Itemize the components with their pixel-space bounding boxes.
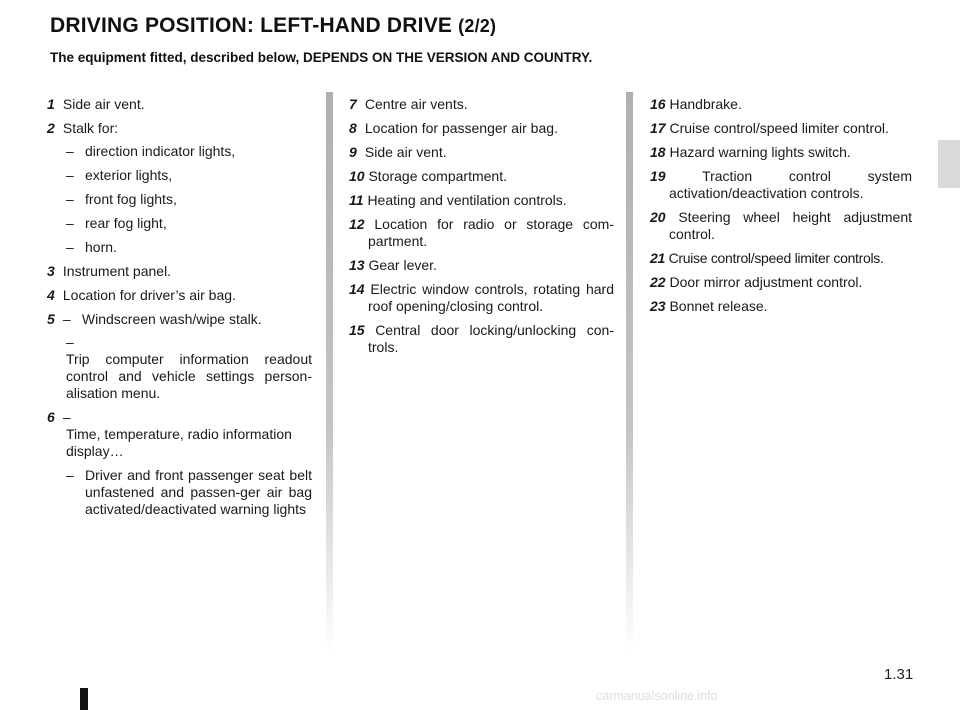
item-text: Stalk for:: [62, 120, 119, 136]
column-3: [650, 96, 912, 322]
list-item: [349, 96, 614, 113]
list-item: [349, 120, 614, 137]
list-item: [650, 298, 912, 315]
item-number: 17: [650, 120, 666, 136]
item-text: Bonnet release.: [669, 298, 768, 314]
sub-item: [47, 167, 312, 184]
item-text: Heating and ventilation controls.: [367, 192, 567, 208]
dash: –: [62, 311, 71, 327]
item-text: Trip computer information readout control and vehicle settings person-alisation menu.: [66, 351, 312, 401]
list-item: [47, 311, 312, 328]
item-number: 22: [650, 274, 666, 290]
section-tab-marker: [938, 140, 960, 188]
dash: –: [66, 191, 74, 207]
item-text: Steering wheel height adjustment control.: [669, 209, 912, 242]
item-text: Electric window controls, rotating hard roof opening/closing control.: [368, 281, 614, 314]
item-number: 5: [47, 311, 55, 327]
item-number: 13: [349, 257, 365, 273]
item-text: Storage compartment.: [368, 168, 507, 184]
list-item: [47, 287, 312, 304]
list-item: [650, 144, 912, 161]
corner-mark: [80, 688, 88, 710]
dash: –: [66, 167, 74, 183]
item-text: Side air vent.: [364, 144, 447, 160]
item-number: 15: [349, 322, 365, 338]
sub-item: [47, 467, 312, 518]
sub-item-text: horn.: [85, 239, 117, 255]
list-item: [349, 144, 614, 161]
sub-item: [47, 239, 312, 256]
watermark: carmanualsonline.info: [596, 689, 718, 703]
column-divider: [326, 92, 333, 652]
list-item: [650, 168, 912, 202]
sub-item-text: front fog lights,: [85, 191, 177, 207]
dash: –: [66, 215, 74, 231]
sub-item-text: exterior lights,: [85, 167, 173, 183]
item-text: Gear lever.: [368, 257, 437, 273]
column-1: [47, 96, 312, 525]
item-text: Side air vent.: [62, 96, 145, 112]
list-item: [650, 209, 912, 243]
page-title-text: DRIVING POSITION: LEFT-HAND DRIVE: [50, 14, 453, 37]
sub-item: [47, 191, 312, 208]
item-text: Traction control system activation/deactivation controls.: [669, 168, 912, 201]
list-item: [650, 250, 912, 267]
item-text: Hazard warning lights switch.: [669, 144, 851, 160]
list-item: [349, 281, 614, 315]
item-number: 19: [650, 168, 666, 184]
list-item: [650, 96, 912, 113]
list-item: [650, 120, 912, 137]
item-number: 11: [349, 192, 364, 208]
item-text: Windscreen wash/wipe stalk.: [81, 311, 262, 327]
sub-item-text: rear fog light,: [85, 215, 167, 231]
item-number: 2: [47, 120, 55, 136]
list-item: [47, 120, 312, 137]
list-item: [349, 192, 614, 209]
item-number: 12: [349, 216, 365, 232]
item-number: 21: [650, 250, 665, 266]
item-text: Location for radio or storage com-partment.: [368, 216, 614, 249]
item-number: 14: [349, 281, 365, 297]
item-number: 9: [349, 144, 357, 160]
list-item: [349, 257, 614, 274]
item-text: Centre air vents.: [364, 96, 468, 112]
list-item: [349, 168, 614, 185]
item-number: 7: [349, 96, 357, 112]
sub-item: [47, 143, 312, 160]
item-number: 16: [650, 96, 666, 112]
sub-item: [47, 215, 312, 232]
sub-item-text: direction indicator lights,: [85, 143, 236, 159]
dash: –: [66, 143, 74, 159]
item-number: 3: [47, 263, 55, 279]
item-text: Cruise control/speed limiter controls.: [668, 250, 884, 266]
page-subtitle: The equipment fitted, described below, DEPENDS ON THE VERSION AND COUNTRY.: [50, 50, 593, 65]
page-number: 1.31: [884, 666, 914, 683]
column-divider: [626, 92, 633, 652]
item-number: 6: [47, 409, 55, 425]
page-title: [50, 14, 496, 38]
list-item: [650, 274, 912, 291]
item-text: Instrument panel.: [62, 263, 172, 279]
item-text: Central door locking/unlocking con-trols.: [368, 322, 614, 355]
list-item: [349, 216, 614, 250]
item-text: Location for passenger air bag.: [364, 120, 558, 136]
dash: –: [66, 334, 74, 350]
item-text: Door mirror adjustment control.: [669, 274, 863, 290]
sub-item-text: Driver and front passenger seat belt unfastened and passen-ger air bag activated/deactivated warning lights: [85, 467, 312, 517]
item-number: 10: [349, 168, 365, 184]
dash: –: [66, 239, 74, 255]
list-item: [47, 409, 312, 426]
item-text: Location for driver’s air bag.: [62, 287, 236, 303]
item-text: Handbrake.: [669, 96, 742, 112]
page-title-suffix: (2/2): [458, 16, 497, 36]
list-item: [47, 263, 312, 280]
item-text: Time, temperature, radio information display…: [66, 426, 292, 459]
item-text: Cruise control/speed limiter control.: [669, 120, 889, 136]
list-item: [349, 322, 614, 356]
item-number: 8: [349, 120, 357, 136]
dash: –: [66, 467, 74, 483]
item-number: 4: [47, 287, 55, 303]
item-number: 20: [650, 209, 666, 225]
list-item: [47, 96, 312, 113]
item-number: 1: [47, 96, 55, 112]
dash: –: [62, 409, 71, 425]
item-number: 18: [650, 144, 666, 160]
item-number: 23: [650, 298, 666, 314]
column-2: [349, 96, 614, 363]
